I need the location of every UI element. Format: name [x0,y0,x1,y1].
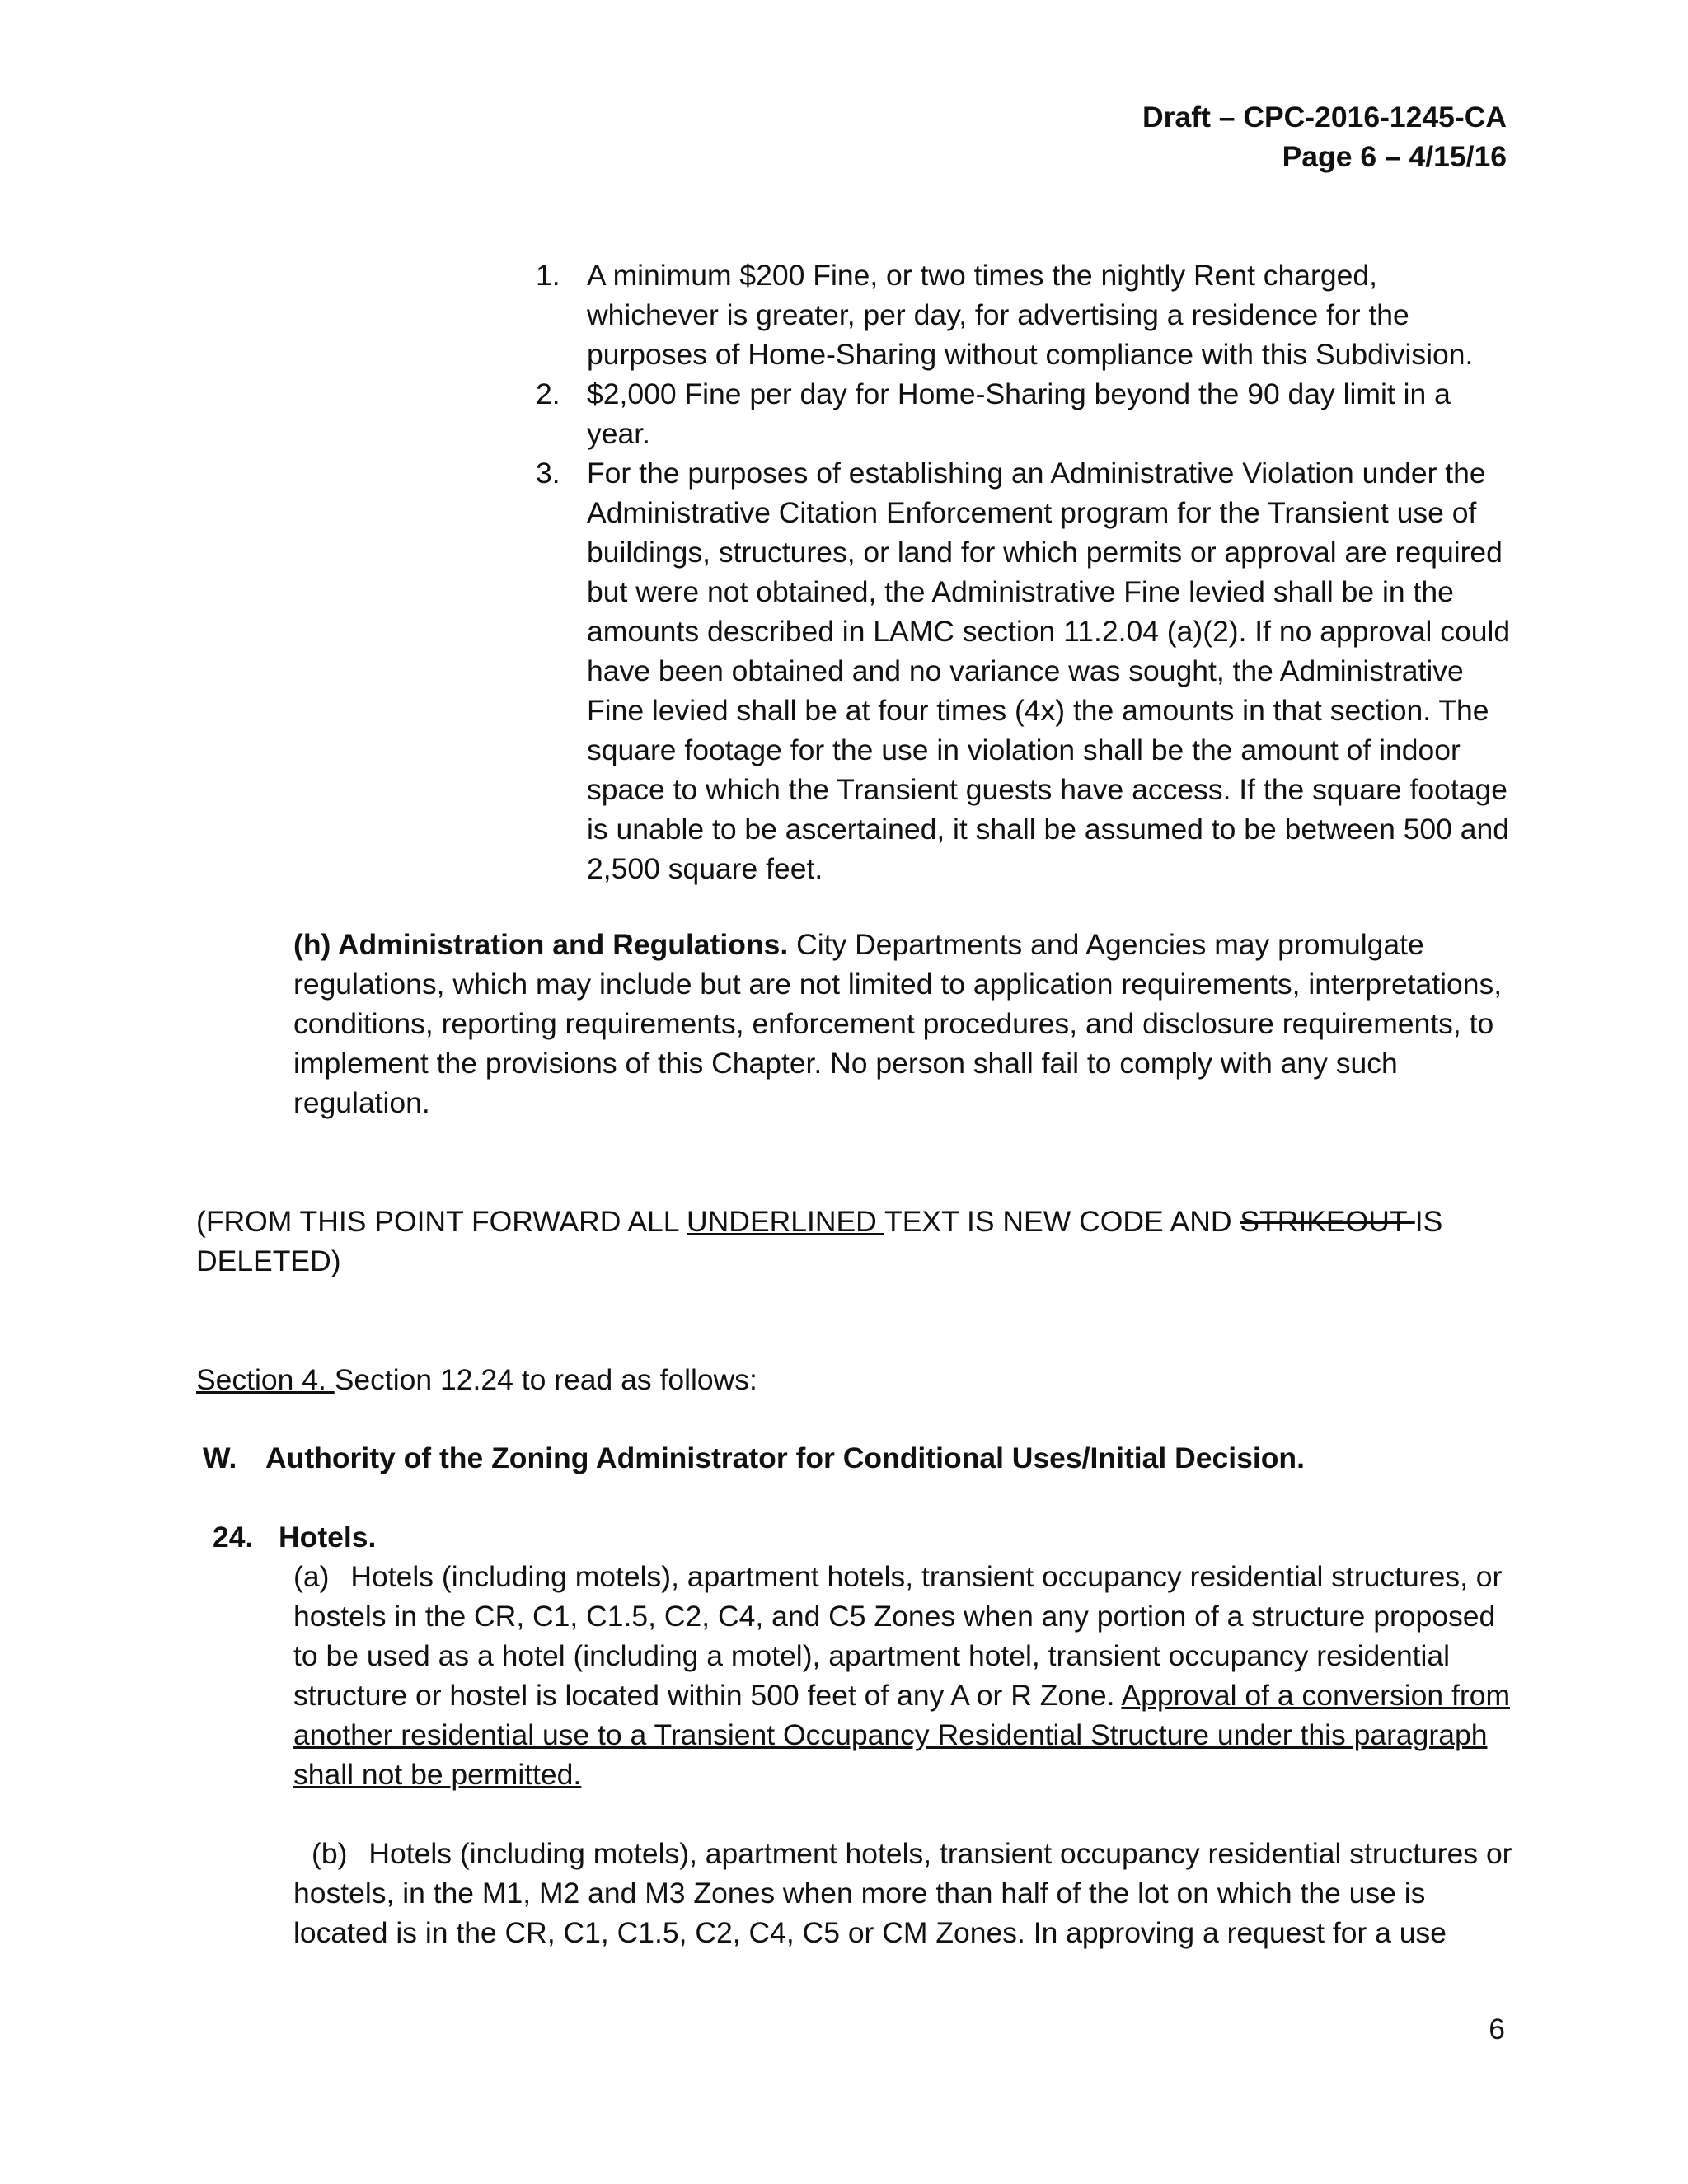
administration-text: City Departments and Agencies may promulgate regulations, which may include but are not limited to application requirements, interpretations, conditions, reporting requirements, enforcement procedures, and disclosure requirements, to implement the provisions of this Chapter. No person shall fail to comply with any such regulation. [293,928,1503,1119]
paragraph-b [293,1834,1522,1952]
list-item-number: 2. [536,377,560,410]
paragraph-a-new-code: Approval of a conversion from another residential use to a Transient Occupancy Residential Structure under this paragraph shall not be permitted. [293,1679,1511,1791]
notice-text-1: (FROM THIS POINT FORWARD ALL [196,1205,687,1238]
item-24-heading [213,1517,376,1557]
administration-heading: (h) Administration and Regulations. [293,928,789,961]
list-item [536,374,1517,453]
section-4-intro [196,1360,1515,1399]
paragraph-b-label: (b) [312,1837,348,1870]
document-id: Draft – CPC-2016-1245-CA [1142,101,1507,134]
notice-strikeout-word: STRIKEOUT [1240,1205,1415,1238]
list-item [536,453,1517,888]
list-item-number: 3. [536,457,560,490]
item-24-title: Hotels. [279,1521,377,1554]
administration-paragraph [293,925,1513,1122]
notice-underlined-word: UNDERLINED [687,1205,885,1238]
list-item-text: For the purposes of establishing an Administrative Violation under the Administrative Citation Enforcement program for the Transient use of buildings, structures, or land for which permits or approval are required but were not obtained, the Administrative Fine levied shall be in the amounts described in LAMC section 11.2.04 (a)(2). If no approval could have been obtained and no variance was sought, the Administrative Fine levied shall be at four times (4x) the amounts in that section. The square footage for the use in violation shall be the amount of indoor space to which the Transient guests have access. If the square footage is unable to be ascertained, it shall be assumed to be between 500 and 2,500 square feet. [587,457,1511,885]
section-4-text: Section 12.24 to read as follows: [334,1363,757,1396]
page-number: 6 [1489,2013,1505,2046]
list-item-text: A minimum $200 Fine, or two times the nightly Rent charged, whichever is greater, per day, for advertising a residence for the purposes of Home-Sharing without compliance with this Subdivision. [587,259,1474,371]
section-4-label: Section 4. [196,1363,335,1396]
paragraph-a [293,1557,1513,1794]
subsection-w-title: Authority of the Zoning Administrator for Conditional Uses/Initial Decision. [265,1441,1305,1474]
list-item-text: $2,000 Fine per day for Home-Sharing beyond the 90 day limit in a year. [587,377,1451,450]
notice-text-3: IS DELETED) [196,1205,1443,1277]
editing-notice [196,1202,1515,1281]
subsection-w-heading [203,1438,1305,1478]
subsection-w-label: W. [203,1441,237,1474]
list-item [536,255,1517,374]
paragraph-a-label: (a) [293,1560,330,1593]
list-item-number: 1. [536,259,560,292]
page-date-line: Page 6 – 4/15/16 [1282,140,1507,173]
paragraph-a-text: Hotels (including motels), apartment hotels, transient occupancy residential structures, or hostels in the CR, C1, C1.5, C2, C4, and C5 Zones when any portion of a structure proposed to be used as a hotel (including a motel), apartment hotel, transient occupancy residential structure or hostel is located within 500 feet of any A or R Zone. [293,1560,1503,1712]
item-24-label: 24. [213,1521,254,1554]
paragraph-b-text: Hotels (including motels), apartment hotels, transient occupancy residential structures or hostels, in the M1, M2 and M3 Zones when more than half of the lot on which the use is located is in the CR, C1, C1.5, C2, C4, C5 or CM Zones. In approving a request for a use [293,1837,1512,1949]
notice-text-2: TEXT IS NEW CODE AND [884,1205,1240,1238]
fines-list [536,255,1517,888]
